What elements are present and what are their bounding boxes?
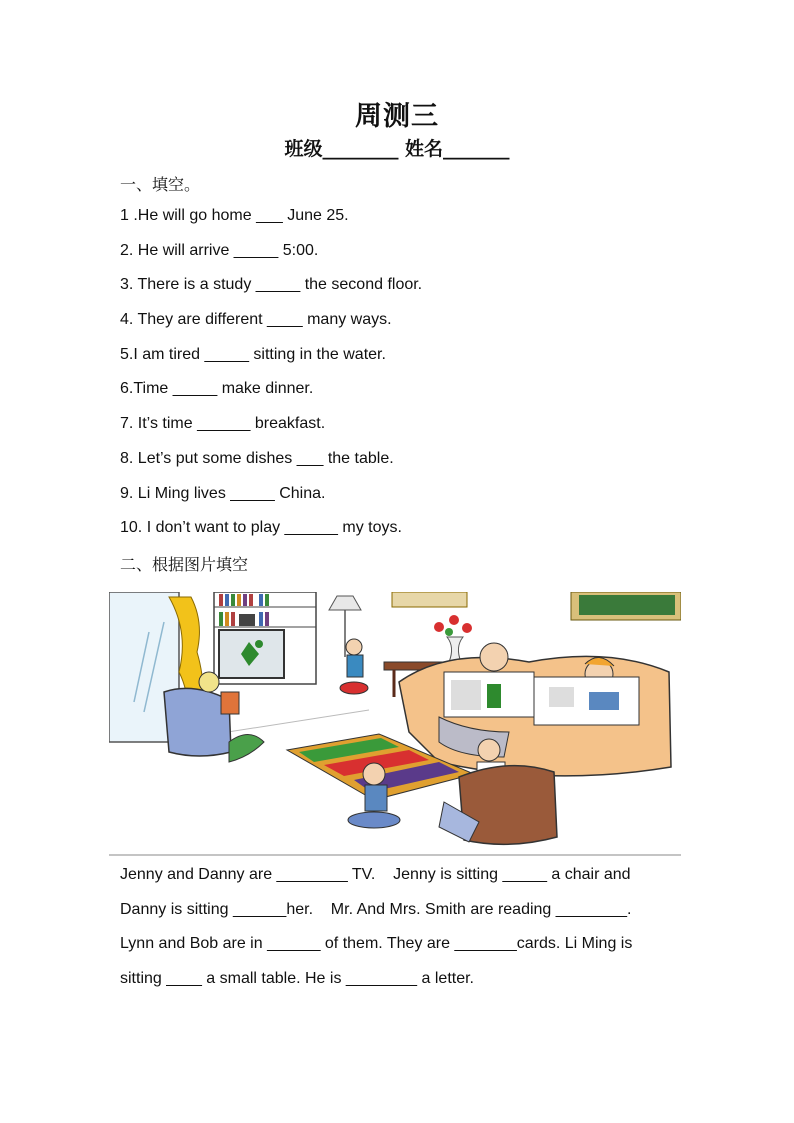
passage-line: Jenny and Danny are ________ TV. Jenny is sitting _____ a chair and	[120, 866, 631, 883]
question-item: 3. There is a study _____ the second floor.	[120, 276, 423, 294]
section-1-heading: 一、填空。	[120, 175, 201, 194]
illustration-svg	[109, 592, 681, 856]
question-item: 6.Time _____ make dinner.	[120, 380, 314, 398]
question-list	[120, 205, 422, 552]
passage	[120, 864, 680, 1003]
section-2-heading: 二、根据图片填空	[120, 555, 249, 574]
question-item: 7. It’s time ______ breakfast.	[120, 415, 326, 433]
passage-line: sitting ____ a small table. He is ________ a letter.	[120, 970, 474, 988]
question-item: 4. They are different ____ many ways.	[120, 311, 392, 329]
class-name-line: 班级________ 姓名_______	[284, 138, 510, 160]
question-item: 5.I am tired _____ sitting in the water.	[120, 345, 386, 363]
family-living-room-illustration	[109, 592, 681, 856]
question-item: 9. Li Ming lives _____ China.	[120, 484, 326, 502]
question-item: 2. He will arrive _____ 5:00.	[120, 241, 319, 259]
passage-line: Danny is sitting ______her. Mr. And Mrs. Smith are reading ________.	[120, 900, 632, 918]
question-item: 10. I don’t want to play ______ my toys.	[120, 519, 402, 537]
page-title: 周测三	[355, 101, 439, 132]
question-item: 8. Let’s put some dishes ___ the table.	[120, 449, 394, 467]
question-item: 1 .He will go home ___ June 25.	[120, 207, 349, 224]
passage-line: Lynn and Bob are in ______ of them. They are _______cards. Li Ming is	[120, 935, 633, 953]
